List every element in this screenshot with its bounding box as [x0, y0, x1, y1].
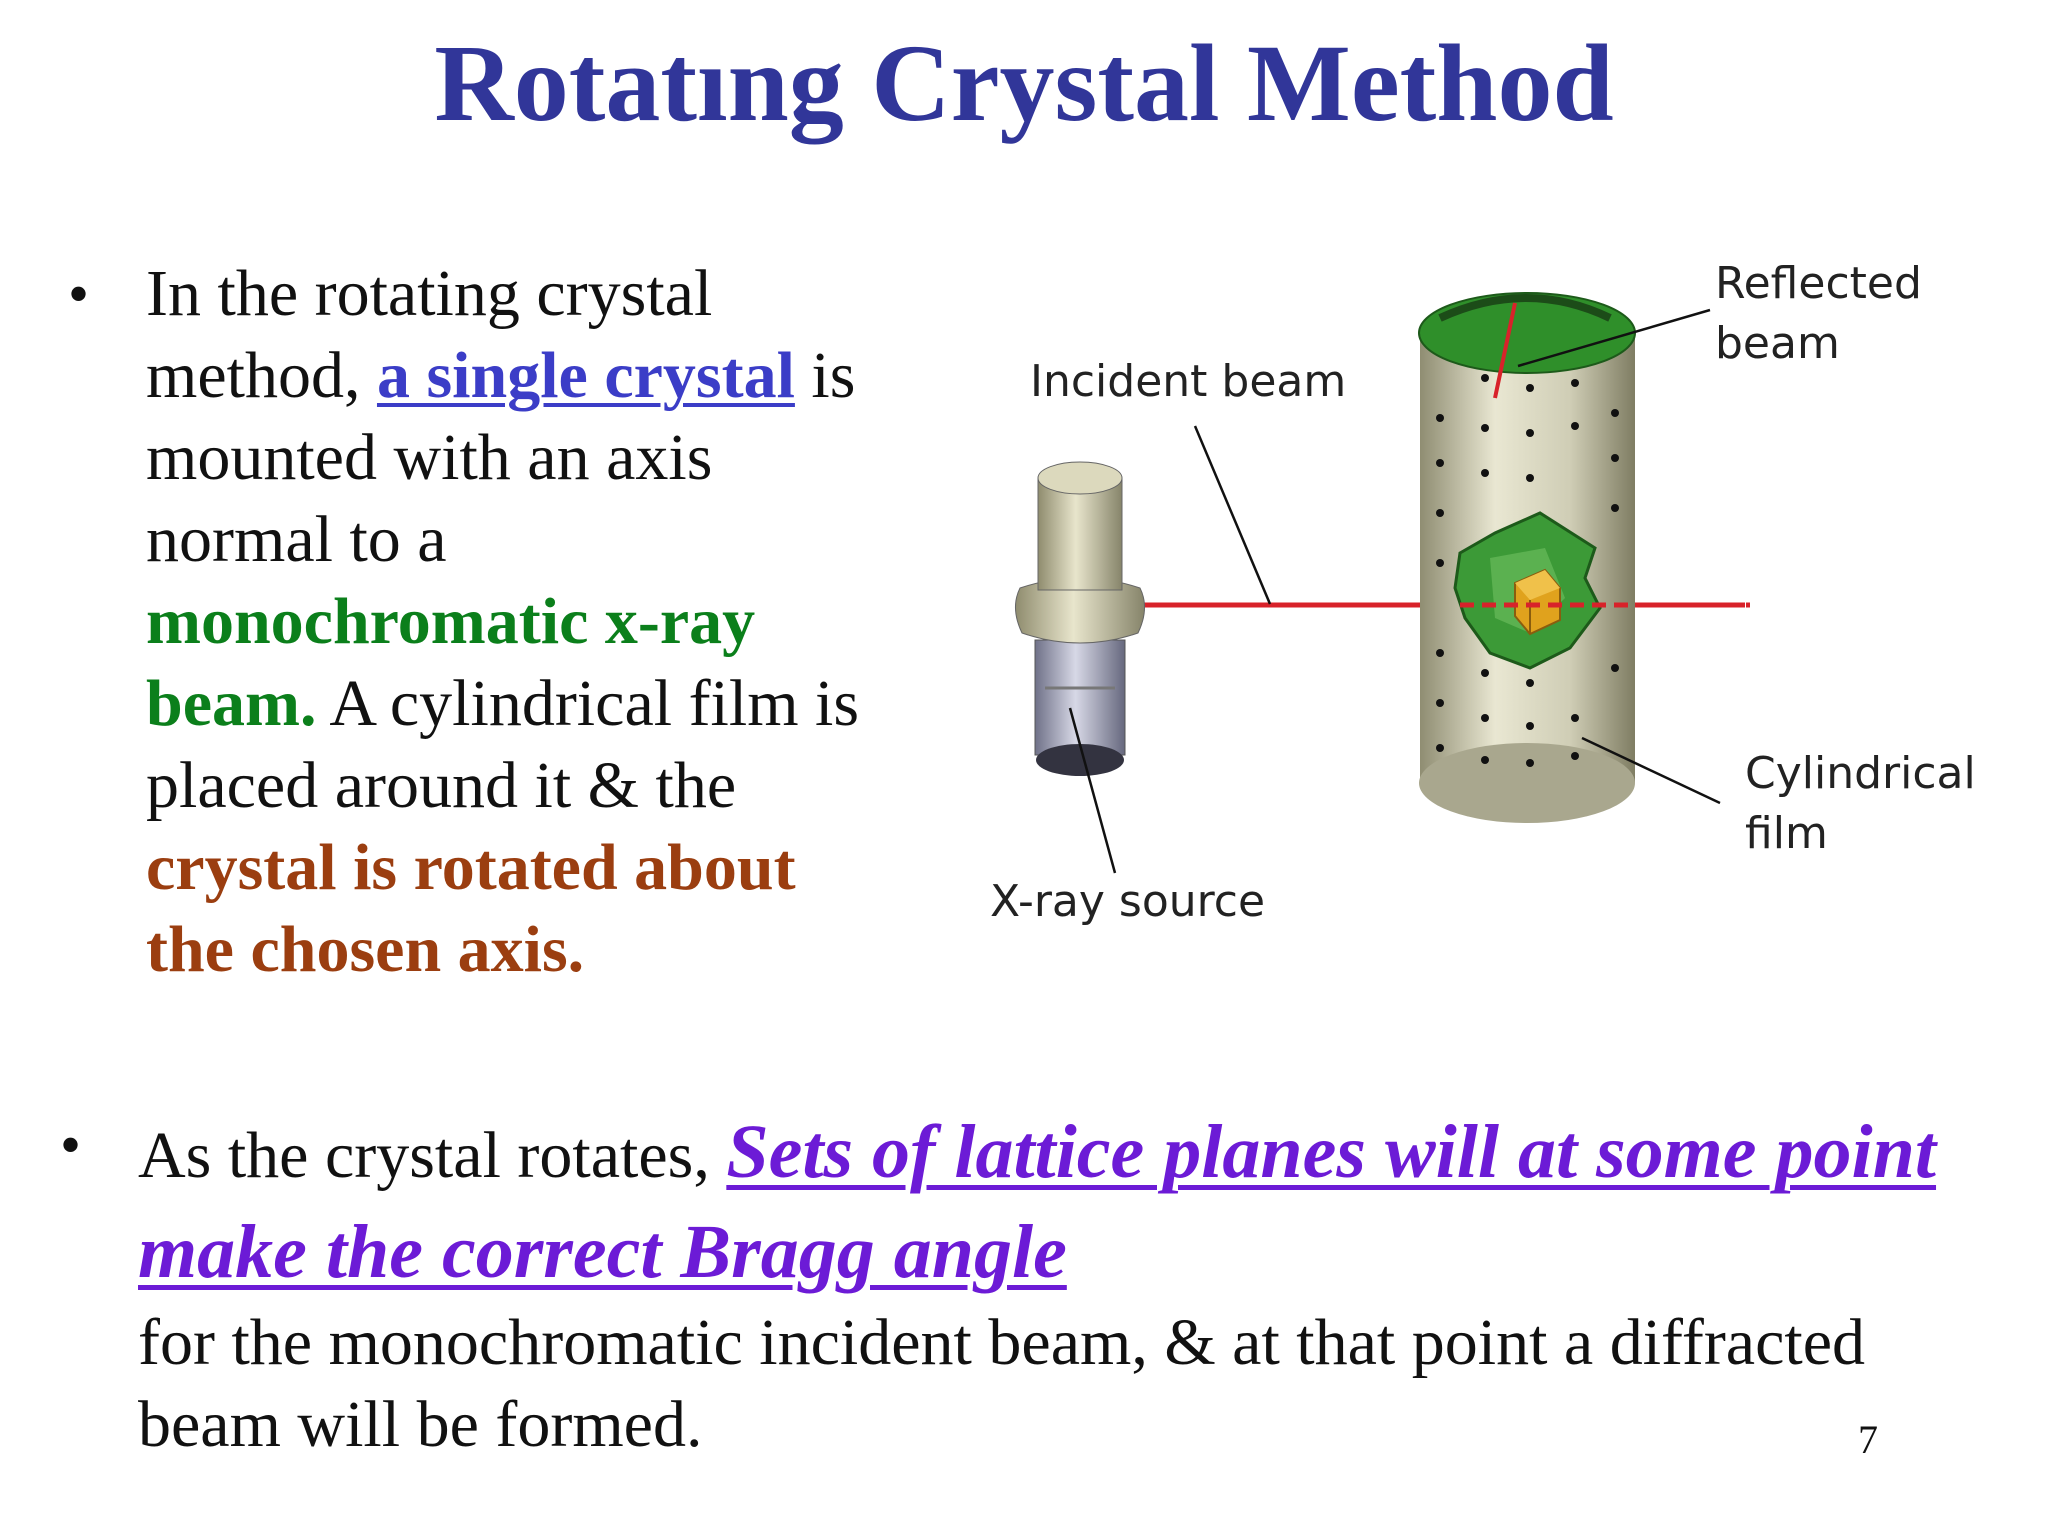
- incident-beam-leader: [1195, 426, 1270, 604]
- bullet-rotating-crystal-description: [146, 253, 866, 991]
- bullet1-text-1: In the rotating crystal method,: [146, 257, 713, 412]
- bragg-angle-highlight: Sets of lattice planes will at some point make the correct Bragg angle: [138, 1110, 1937, 1294]
- bullet-marker: •: [60, 1112, 82, 1178]
- bullet1-text-3: A cylindrical film is placed around it & the: [146, 667, 860, 822]
- slide-title: Rotatıng Crystal Method: [434, 22, 1614, 144]
- bullet2-continuation: for the monochromatic incident beam, & at that point a diffracted beam will be formed.: [138, 1306, 1866, 1461]
- reflected-beam-label-line2: beam: [1715, 318, 1840, 369]
- bullet-marker: •: [68, 261, 90, 327]
- single-crystal-link[interactable]: a single crystal: [376, 339, 795, 412]
- cylindrical-film-icon: [1419, 293, 1635, 823]
- rotating-crystal-diagram: [970, 248, 1976, 1018]
- reflected-beam-label-line1: Reflected: [1715, 258, 1922, 309]
- crystal-rotated-highlight: crystal is rotated about the chosen axis.: [146, 831, 796, 986]
- cylindrical-film-label-line1: Cylindrical: [1745, 748, 1976, 799]
- cylindrical-film-label-line2: film: [1745, 808, 1828, 859]
- bullet2-text-1: As the crystal rotates,: [138, 1119, 727, 1192]
- incident-beam-label: Incident beam: [1030, 356, 1347, 407]
- page-number: 7: [1858, 1417, 1878, 1462]
- monochromatic-beam-highlight: monochromatic x-ray beam.: [146, 585, 756, 740]
- bullet1-text-2: is mounted with an axis normal to a: [146, 339, 856, 576]
- bullet-bragg-angle: [138, 1104, 1998, 1304]
- xray-source-label: X-ray source: [990, 876, 1266, 927]
- xray-source-icon: [1015, 462, 1144, 776]
